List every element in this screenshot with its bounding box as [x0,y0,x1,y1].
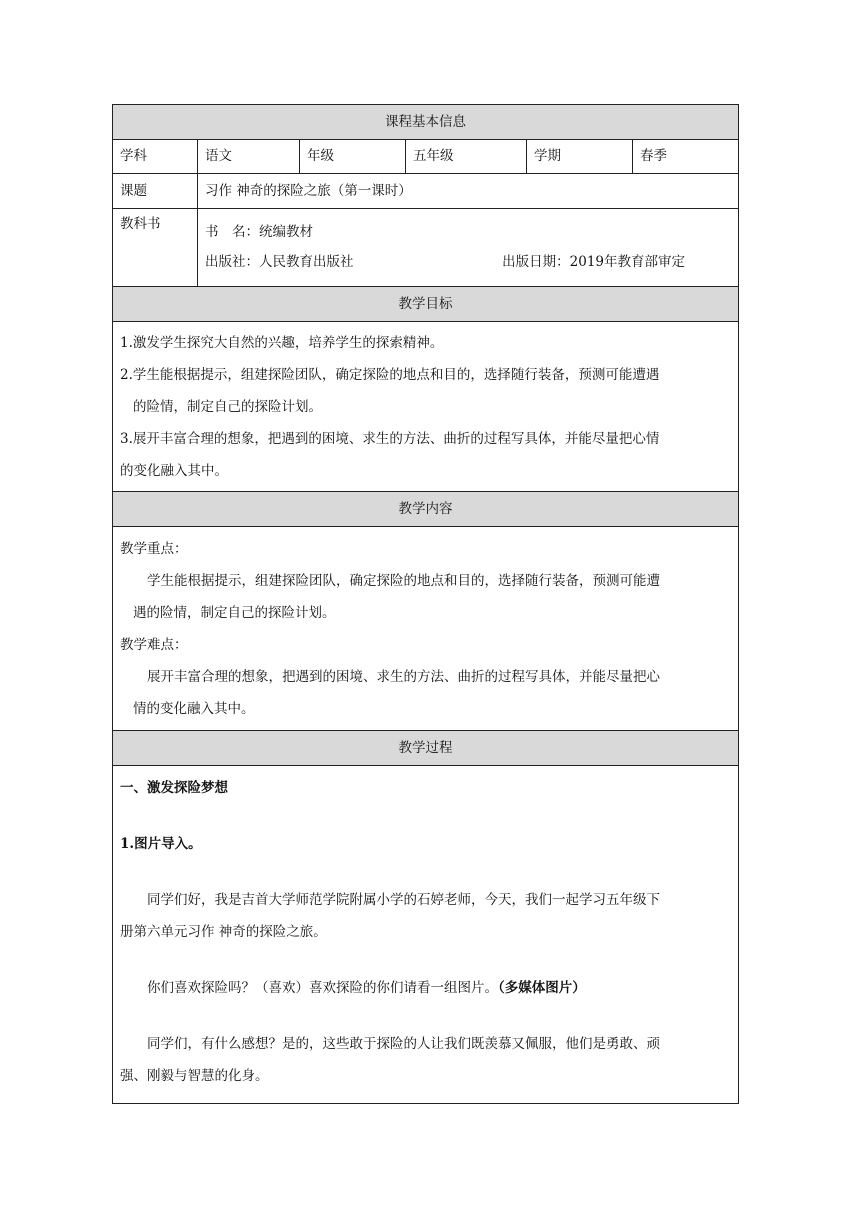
lesson-plan-document [112,104,738,1104]
para-1-line-2: 册第六单元习作 神奇的探险之旅。 [120,924,327,940]
course-info-header: 课程基本信息 [113,105,739,140]
para-3-line-1: 同学们，有什么感想？是的，这些敢于探险的人让我们既羡慕又佩服，他们是勇敢、顽 [147,1036,660,1052]
content-header: 教学内容 [113,492,739,527]
textbook-info [198,209,739,287]
para-2 [120,972,731,1004]
content-body [113,527,739,731]
topic-label: 课题 [113,174,198,209]
step-1-title: 1.图片导入。 [120,836,202,852]
objective-2: 2.学生能根据提示，组建探险团队，确定探险的地点和目的，选择随行装备，预测可能遭遇 [120,366,660,383]
objectives-body [113,322,739,492]
para-3-line-2: 强、刚毅与智慧的化身。 [120,1068,269,1084]
publish-date: 出版日期：2019年教育部审定 [502,254,685,271]
process-body [113,766,739,1104]
key-point-line-2: 遇的险情，制定自己的探险计划。 [133,604,336,621]
textbook-label: 教科书 [113,209,198,287]
objectives-header: 教学目标 [113,287,739,322]
grade-value: 五年级 [406,140,527,174]
subject-value: 语文 [198,140,300,174]
difficult-point-line-2: 情的变化融入其中。 [133,700,255,717]
topic-value: 习作 神奇的探险之旅（第一课时） [198,174,739,209]
book-name: 书 名：统编教材 [205,224,313,241]
subject-label: 学科 [113,140,198,174]
lesson-plan-table [112,104,739,1104]
section-1-title: 一、激发探险梦想 [120,780,228,796]
difficult-point-line-1: 展开丰富合理的想象，把遇到的困境、求生的方法、曲折的过程写具体，并能尽量把心 [147,668,660,685]
objective-1: 1.激发学生探究大自然的兴趣，培养学生的探索精神。 [120,334,444,351]
key-point-label: 教学重点： [120,540,188,557]
para-2-text: 你们喜欢探险吗？（喜欢）喜欢探险的你们请看一组图片。 [147,980,498,996]
grade-label: 年级 [300,140,406,174]
objective-2-cont: 的险情，制定自己的探险计划。 [133,398,322,415]
para-1-line-1: 同学们好，我是吉首大学师范学院附属小学的石婷老师，今天，我们一起学习五年级下 [147,892,660,908]
para-2-bold: （多媒体图片） [498,980,586,996]
difficult-point-label: 教学难点： [120,636,188,653]
objective-3: 3.展开丰富合理的想象，把遇到的困境、求生的方法、曲折的过程写具体，并能尽量把心情 [120,430,660,447]
term-value: 春季 [633,140,739,174]
process-header: 教学过程 [113,731,739,766]
publisher: 出版社：人民教育出版社 [205,254,354,271]
key-point-line-1: 学生能根据提示，组建探险团队，确定探险的地点和目的，选择随行装备，预测可能遭 [147,572,660,589]
term-label: 学期 [527,140,633,174]
publish-line [205,248,731,278]
objective-3-cont: 的变化融入其中。 [120,462,228,479]
